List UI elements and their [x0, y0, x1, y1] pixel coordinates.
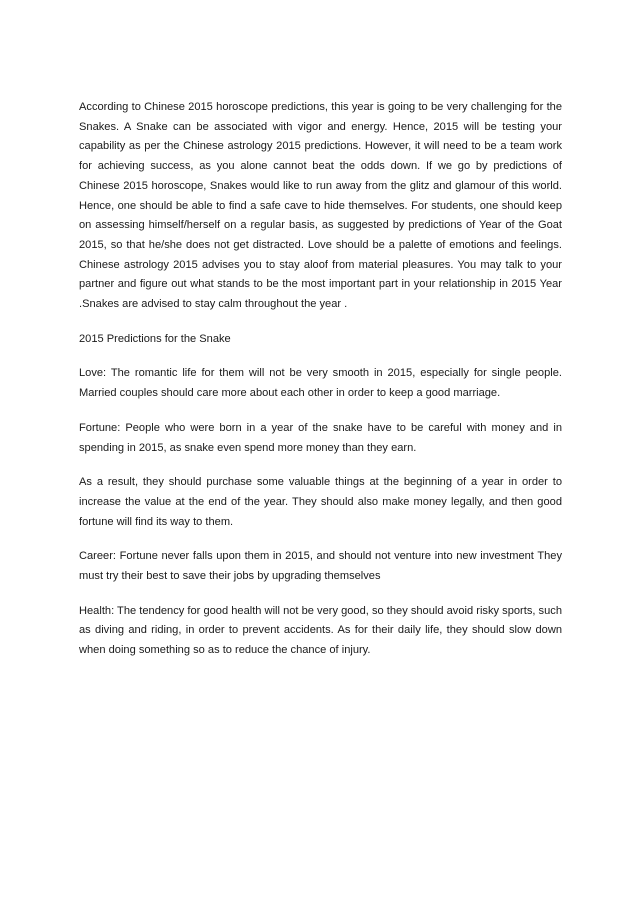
health-paragraph: Health: The tendency for good health will not be very good, so they should avoid risky sports, such as diving and riding, in order to prevent accidents. As for their daily life, they should slow down when doing something so as to reduce the chance of injury.	[79, 604, 562, 657]
intro-paragraph: According to Chinese 2015 horoscope predictions, this year is going to be very challenging for the Snakes. A Snake can be associated with vigor and energy. Hence, 2015 will be testing your capability as per the Chinese astrology 2015 predictions. However, it will need to be a team work for achieving success, as you alone cannot beat the odds down. If we go by predictions of Chinese 2015 horoscope, Snakes would like to run away from the glitz and glamour of this world. Hence, one should be able to find a safe cave to hide themselves. For students, one should keep on assessing himself/herself on a regular basis, as suggested by predictions of Year of the Goat 2015, so that he/she does not get distracted. Love should be a palette of emotions and feelings. Chinese astrology 2015 advises you to stay aloof from material pleasures. You may talk to your partner and figure out what stands to be the most important part in your relationship in 2015 Year .Snakes are advised to stay calm throughout the year .	[79, 101, 562, 311]
result-paragraph: As a result, they should purchase some valuable things at the beginning of a year in order to increase the value at the end of the year. They should also make money legally, and then good fortune will find its way to them.	[79, 476, 562, 528]
fortune-paragraph: Fortune: People who were born in a year of the snake have to be careful with money and in spending in 2015, as snake even spend more money than they earn.	[79, 421, 562, 454]
career-paragraph: Career: Fortune never falls upon them in 2015, and should not venture into new investment They must try their best to save their jobs by upgrading themselves	[79, 550, 562, 583]
section-heading: 2015 Predictions for the Snake	[79, 332, 231, 345]
document-page	[79, 98, 562, 676]
love-paragraph: Love: The romantic life for them will not be very smooth in 2015, especially for single people. Married couples should care more about each other in order to keep a good marriage.	[79, 367, 562, 400]
